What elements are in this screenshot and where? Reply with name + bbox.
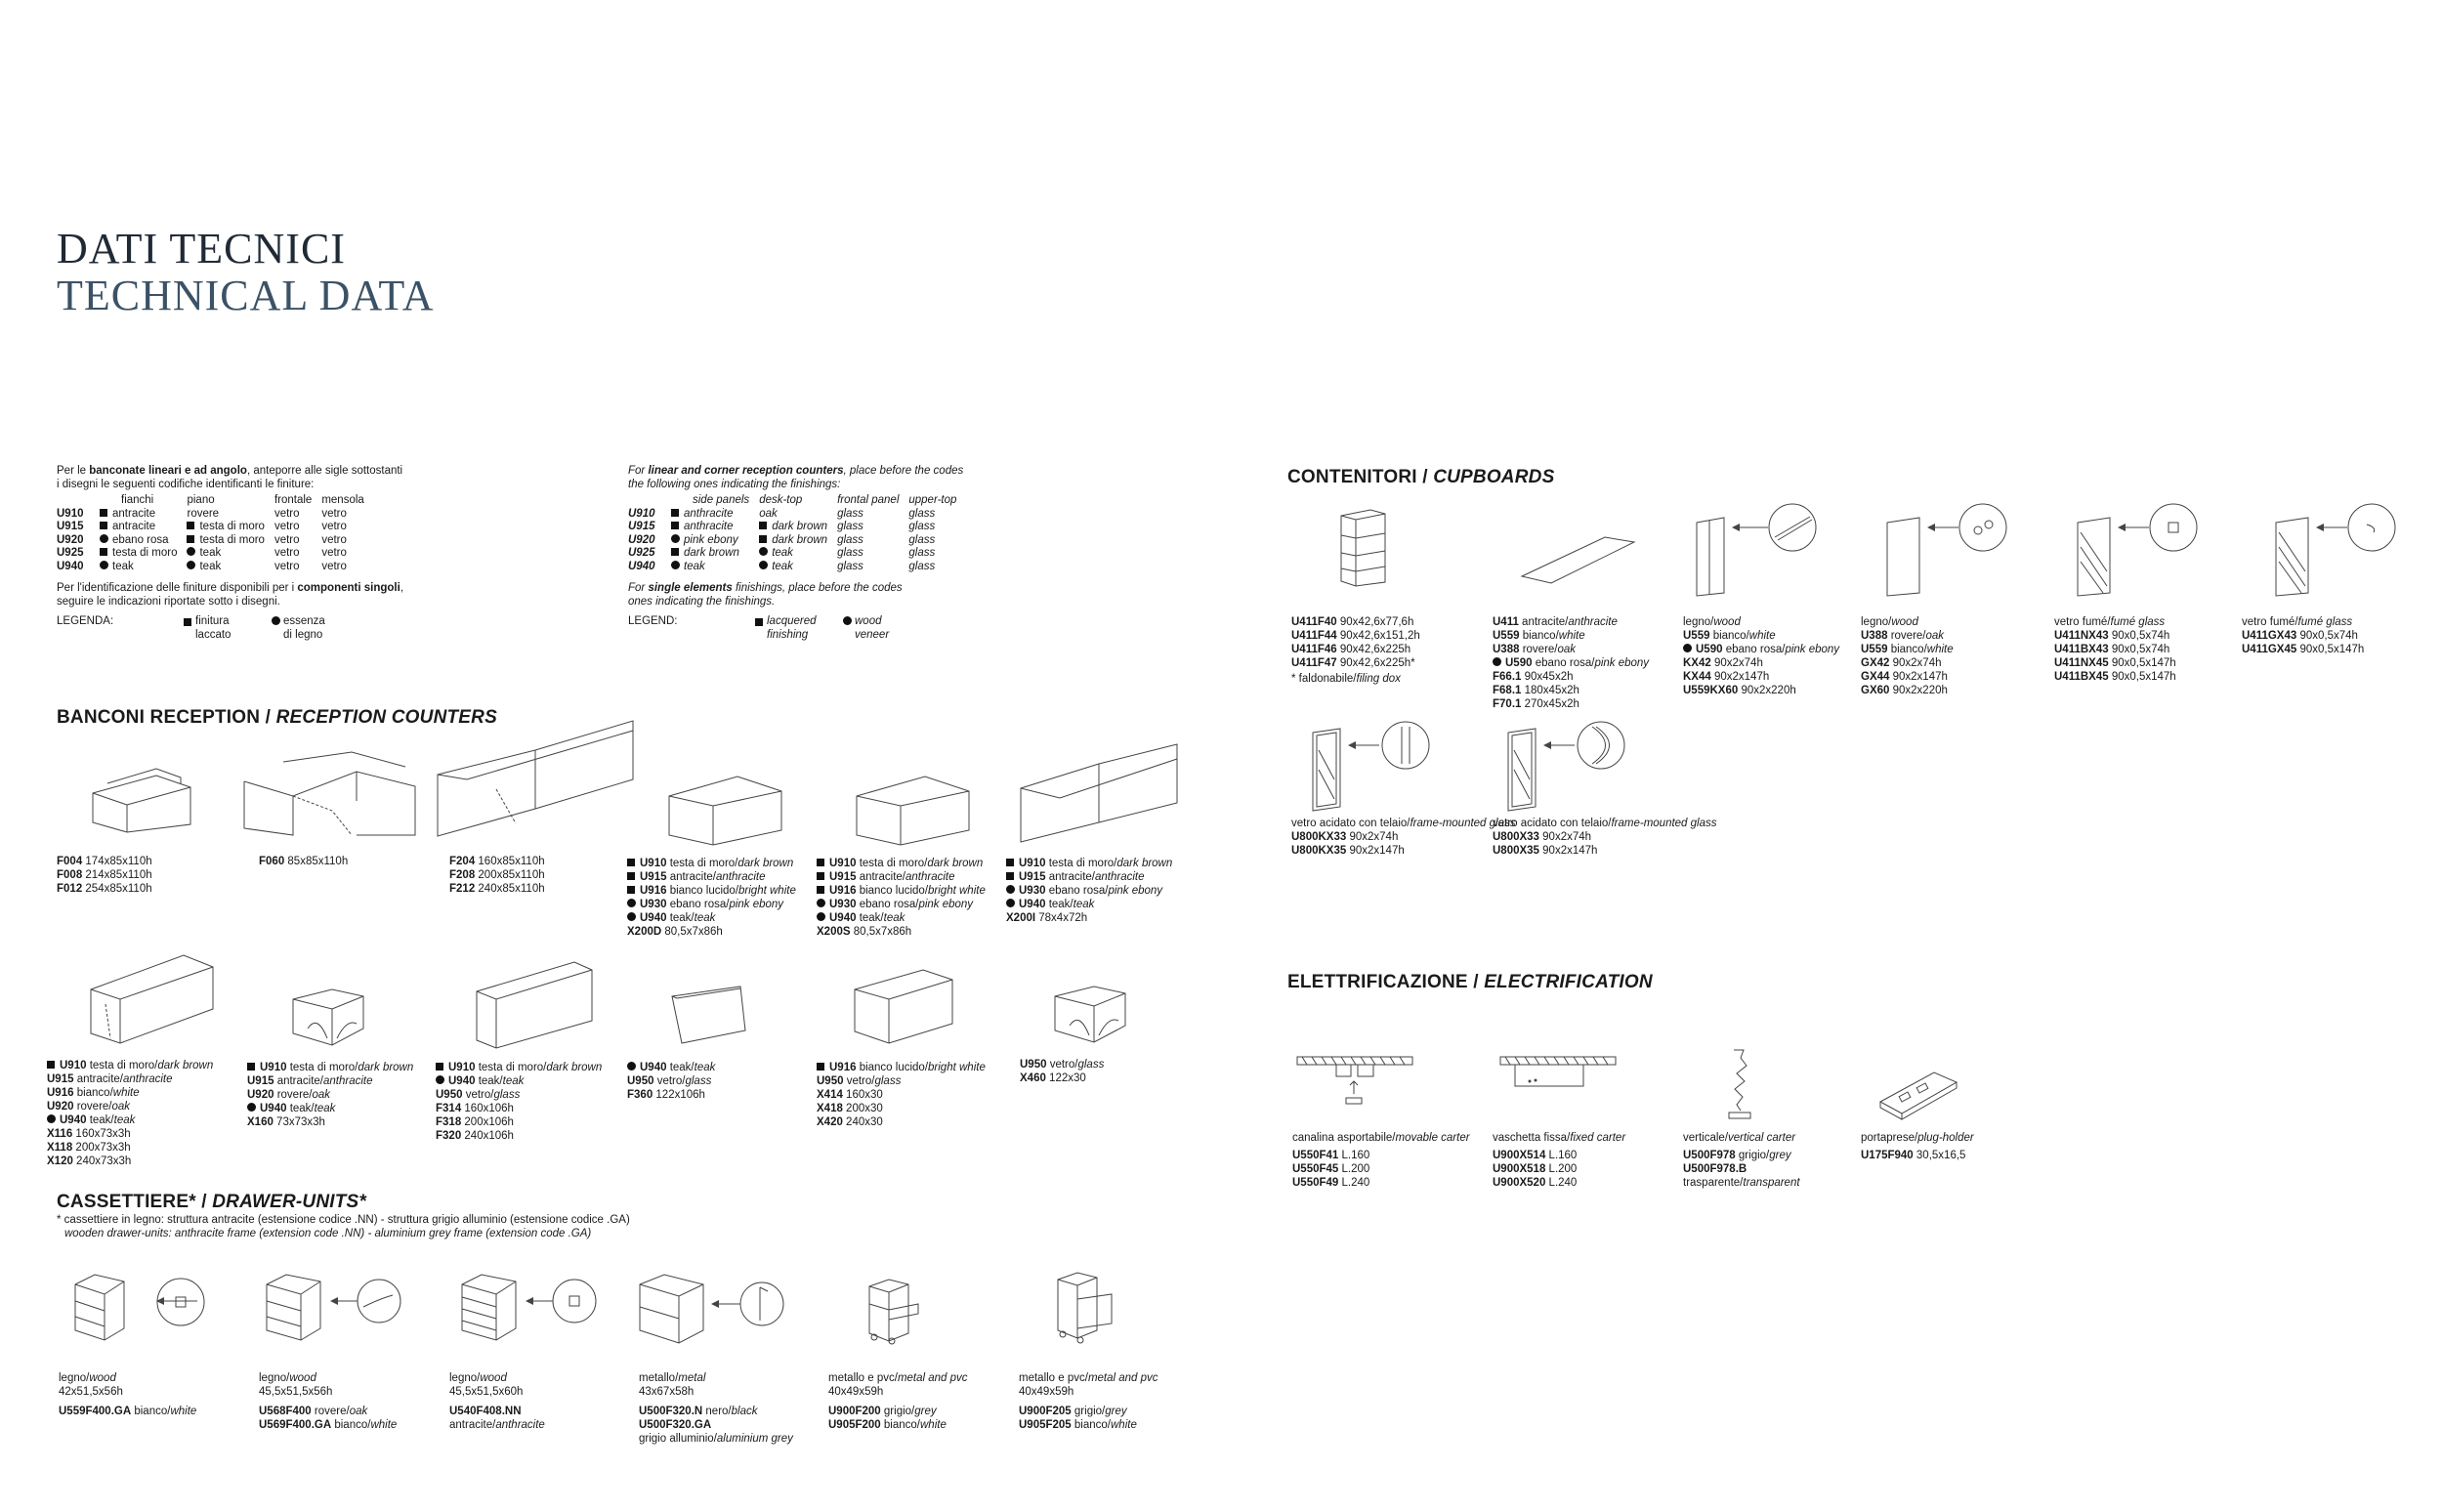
wood-dot-icon	[671, 534, 680, 543]
counter-x200d-drawing	[664, 762, 786, 845]
counter-x200s-drawing	[852, 762, 974, 845]
vertical-carter-drawing	[1719, 1050, 1758, 1120]
counter-label-x200i	[1006, 857, 1172, 925]
cupboard-glass-door-2-drawing	[2274, 503, 2401, 596]
spec-line: U910 testa di moro/dark brown	[436, 1061, 602, 1074]
spec-line: U500F978.B	[1683, 1163, 1747, 1175]
spec-line: U568F400 rovere/oak	[259, 1406, 368, 1417]
lacquered-square-icon	[817, 872, 824, 880]
spec-line: F060 85x85x110h	[259, 856, 349, 867]
spec-line: X200D 80,5x7x86h	[627, 926, 723, 938]
spec-heading: legno/wood	[59, 1372, 116, 1384]
spec-line: U800X35 90x2x147h	[1493, 845, 1598, 857]
spec-heading: verticale/vertical carter	[1683, 1132, 1796, 1144]
spec-line: F360 122x106h	[627, 1089, 705, 1101]
wood-dot-icon	[671, 561, 680, 569]
wood-dot-icon	[817, 912, 825, 921]
lacquered-square-icon	[627, 859, 635, 866]
lacquered-square-icon	[247, 1063, 255, 1071]
spec-line: U940 teak/teak	[627, 1061, 715, 1074]
spec-line: U940 teak/teak	[627, 911, 796, 925]
counter-label-x414	[817, 1061, 986, 1129]
cupboard-label-3	[1683, 615, 1839, 697]
wood-dot-icon	[247, 1103, 256, 1112]
cupboard-label-1	[1291, 615, 1420, 686]
counter-label-x160	[247, 1061, 413, 1129]
spec-line: X160 73x73x3h	[247, 1116, 325, 1128]
wood-dot-icon	[1493, 657, 1501, 666]
lacquered-square-icon	[671, 548, 679, 556]
spec-line: U411F47 90x42,6x225h*	[1291, 657, 1415, 669]
lacquered-square-icon	[187, 522, 194, 529]
spec-line: X420 240x30	[817, 1116, 883, 1128]
spec-line: U388 rovere/oak	[1493, 644, 1577, 655]
counter-label-f004	[57, 855, 152, 896]
spec-line: F70.1 270x45x2h	[1493, 698, 1579, 710]
drawer-4-drawing	[635, 1270, 781, 1348]
spec-line: U950 vetro/glass	[817, 1075, 902, 1087]
intro-en: For linear and corner reception counters, place before the codes the following ones indicating the finishings: side panels desk-top frontal panel upper-top U910 anthracite oak glass glass U915 anthracite dark brown glass glass U920 pink ebony dark brown glass glass U925 dark brown teak glass glass U940 teak teak glass glass For single elements finishings, place before the codes ones indicating the finishings. LEGEND: lacquered finishing wood veneer	[628, 464, 1175, 646]
wood-dot-icon	[100, 561, 108, 569]
spec-heading: legno/wood	[449, 1372, 507, 1384]
counter-label-x116	[47, 1059, 213, 1168]
spec-line: F012 254x85x110h	[57, 883, 152, 895]
lacquered-square-icon	[627, 886, 635, 894]
spec-line: X116 160x73x3h	[47, 1128, 131, 1140]
lacquered-square-icon	[1006, 872, 1014, 880]
lacquered-square-icon	[187, 535, 194, 543]
cupboard-door-oak-drawing	[1885, 503, 2012, 596]
spec-heading: legno/wood	[259, 1372, 316, 1384]
wood-dot-icon	[759, 561, 768, 569]
spec-line: F320 240x106h	[436, 1130, 514, 1142]
spec-line: U411NX43 90x0,5x74h	[2054, 630, 2170, 642]
counter-label-f360	[627, 1061, 715, 1102]
spec-line: U910 testa di moro/dark brown	[247, 1061, 413, 1074]
drawer-2-drawing	[262, 1270, 399, 1343]
spec-line: U590 ebano rosa/pink ebony	[1683, 643, 1839, 656]
drawer-label-3	[449, 1371, 545, 1432]
spec-line: U915 antracite/anthracite	[47, 1073, 173, 1085]
wood-dot-icon	[436, 1075, 444, 1084]
spec-line: X200S 80,5x7x86h	[817, 926, 912, 938]
fixed-carter-drawing	[1500, 1057, 1618, 1096]
wood-dot-icon	[759, 547, 768, 556]
spec-line: U411 antracite/anthracite	[1493, 616, 1618, 628]
spec-line: U916 bianco lucido/bright white	[627, 884, 796, 898]
drawer-3-drawing	[457, 1270, 594, 1343]
spec-line: X120 240x73x3h	[47, 1155, 132, 1167]
spec-heading: metallo e pvc/metal and pvc	[1019, 1372, 1158, 1384]
cupboard-frame-glass-2-drawing	[1506, 721, 1633, 814]
wood-dot-icon	[817, 899, 825, 907]
spec-line: U930 ebano rosa/pink ebony	[1006, 884, 1172, 898]
wood-dot-icon	[47, 1114, 56, 1123]
lacquered-square-icon	[759, 522, 767, 529]
finish-code-table-it: fianchi piano frontale mensola U910 antracite rovere vetro vetro U915 antracite testa di moro vetro vetro U920 ebano rosa testa di moro vetro vetro U925 testa di moro teak vetro vetro U940 teak teak vetro vetro	[57, 494, 374, 573]
section-electrification: ELETTRIFICAZIONE / ELECTRIFICATION	[1287, 972, 1653, 992]
spec-line: U915 antracite/anthracite	[817, 870, 986, 884]
drawer-label-4	[639, 1371, 793, 1446]
cupboard-label-2	[1493, 615, 1649, 711]
spec-line: U940 teak/teak	[817, 911, 986, 925]
spec-line: F204 160x85x110h	[449, 856, 545, 867]
spec-line: U910 testa di moro/dark brown	[627, 857, 796, 870]
counter-x200i-drawing	[1021, 744, 1182, 847]
spec-line: U550F45 L.200	[1292, 1163, 1370, 1175]
counter-label-f060	[259, 855, 348, 868]
page-title-it: DATI TECNICI	[57, 225, 346, 273]
spec-line: GX60 90x2x220h	[1861, 685, 1948, 696]
spec-heading: canalina asportabile/movable carter	[1292, 1132, 1470, 1144]
spec-line: U800KX33 90x2x74h	[1291, 831, 1399, 843]
lacquered-square-icon	[100, 509, 107, 517]
spec-line: F004 174x85x110h	[57, 856, 152, 867]
spec-heading: vetro fumé/fumé glass	[2054, 616, 2166, 628]
spec-line: U559KX60 90x2x220h	[1683, 685, 1796, 696]
cupboard-label-6	[2242, 615, 2364, 656]
spec-line: U550F41 L.160	[1292, 1150, 1370, 1161]
spec-line: grigio alluminio/aluminium grey	[639, 1433, 793, 1445]
spec-heading: legno/wood	[1683, 616, 1741, 628]
electrification-label-3	[1683, 1131, 1800, 1190]
spec-line: U540F408.NN	[449, 1406, 522, 1417]
spec-line: F68.1 180x45x2h	[1493, 685, 1579, 696]
counter-label-x460	[1020, 1058, 1104, 1085]
spec-line: U559 bianco/white	[1493, 630, 1585, 642]
table-row: U915 anthracite dark brown glass glass	[628, 521, 936, 532]
lacquered-square-icon	[759, 535, 767, 543]
spec-line: X414 160x30	[817, 1089, 883, 1101]
spec-line: U940 teak/teak	[436, 1074, 602, 1088]
drawer-5-drawing	[864, 1275, 933, 1343]
dimension-text: 40x49x59h	[828, 1386, 884, 1398]
drawer-label-6	[1019, 1371, 1158, 1432]
spec-line: U900X514 L.160	[1493, 1150, 1578, 1161]
dimension-text: 45,5x51,5x56h	[259, 1386, 333, 1398]
spec-line: U800KX35 90x2x147h	[1291, 845, 1405, 857]
counter-x460-drawing	[1055, 982, 1128, 1050]
spec-line: U916 bianco lucido/bright white	[817, 1061, 986, 1074]
cupboard-label-7	[1291, 817, 1516, 858]
spec-line: U569F400.GA bianco/white	[259, 1419, 398, 1431]
spec-line: X200I 78x4x72h	[1006, 912, 1088, 924]
lacquered-square-icon	[100, 522, 107, 529]
detail-circle-lock	[156, 1278, 205, 1326]
table-row: U925 dark brown teak glass glass	[628, 547, 936, 559]
electrification-label-1	[1292, 1131, 1470, 1190]
spec-line: U411F40 90x42,6x77,6h	[1291, 616, 1414, 628]
spec-line: U500F320.GA	[639, 1419, 712, 1431]
section-drawer-units: CASSETTIERE* / DRAWER-UNITS*	[57, 1192, 367, 1212]
table-row: U910 anthracite oak glass glass	[628, 507, 936, 520]
counter-f060-drawing	[244, 752, 415, 835]
spec-line: U559F400.GA bianco/white	[59, 1406, 197, 1417]
lacquered-square-icon	[436, 1063, 443, 1071]
spec-line: U411GX43 90x0,5x74h	[2242, 630, 2358, 642]
dimension-text: 43x67x58h	[639, 1386, 695, 1398]
cupboard-door-wood-drawing	[1695, 503, 1822, 596]
electrification-label-2	[1493, 1131, 1625, 1190]
lacquered-square-icon	[817, 886, 824, 894]
cupboard-bookcase-drawing	[1336, 508, 1395, 586]
dimension-text: 40x49x59h	[1019, 1386, 1074, 1398]
spec-line: GX44 90x2x147h	[1861, 671, 1948, 683]
lacquered-square-icon	[627, 872, 635, 880]
spec-line: U500F320.N nero/black	[639, 1406, 758, 1417]
spec-line: U500F978 grigio/grey	[1683, 1150, 1791, 1161]
spec-line: U920 rovere/oak	[47, 1101, 131, 1113]
section-reception-counters: BANCONI RECEPTION / RECEPTION COUNTERS	[57, 707, 497, 728]
lacquered-square-icon	[100, 548, 107, 556]
counter-x414-drawing	[850, 955, 957, 1045]
counter-f204-drawing	[438, 721, 638, 838]
spec-line: U411F44 90x42,6x151,2h	[1291, 630, 1420, 642]
spec-line: U940 teak/teak	[1006, 898, 1172, 911]
spec-line: X118 200x73x3h	[47, 1142, 131, 1154]
spec-line: U559 bianco/white	[1683, 630, 1776, 642]
counter-label-f204	[449, 855, 545, 896]
spec-heading: * faldonabile/filing dox	[1291, 673, 1401, 685]
table-row: U920 pink ebony dark brown glass glass	[628, 533, 936, 546]
spec-line: U900X518 L.200	[1493, 1163, 1578, 1175]
spec-line: U900F200 grigio/grey	[828, 1406, 937, 1417]
finish-code-table-en: side panels desk-top frontal panel upper-top U910 anthracite oak glass glass U915 anthracite dark brown glass glass U920 pink ebony dark brown glass glass U925 dark brown teak glass glass U940 teak teak glass glass	[628, 494, 966, 573]
spec-line: antracite/anthracite	[449, 1419, 545, 1431]
spec-line: U411F46 90x42,6x225h	[1291, 644, 1411, 655]
spec-heading: vetro acidato con telaio/frame-mounted glass	[1493, 818, 1717, 829]
spec-line: U910 testa di moro/dark brown	[1006, 857, 1172, 870]
drawer-label-2	[259, 1371, 397, 1432]
wood-dot-icon	[100, 534, 108, 543]
spec-line: U590 ebano rosa/pink ebony	[1493, 656, 1649, 670]
spec-line: X418 200x30	[817, 1103, 883, 1114]
wood-dot-icon	[627, 912, 636, 921]
table-row: U920 ebano rosa testa di moro vetro vetro	[57, 533, 347, 546]
dimension-text: 45,5x51,5x60h	[449, 1386, 524, 1398]
spec-line: U559 bianco/white	[1861, 644, 1954, 655]
spec-heading: metallo e pvc/metal and pvc	[828, 1372, 968, 1384]
counter-x160-drawing	[293, 985, 366, 1048]
dimension-text: 42x51,5x56h	[59, 1386, 123, 1398]
cupboard-label-8	[1493, 817, 1717, 858]
spec-line: U940 teak/teak	[47, 1113, 213, 1127]
counter-label-x200s	[817, 857, 986, 939]
spec-line: GX42 90x2x74h	[1861, 657, 1942, 669]
spec-line: U388 rovere/oak	[1861, 630, 1945, 642]
wood-dot-icon	[187, 561, 195, 569]
electrification-label-4	[1861, 1131, 1974, 1162]
table-row: U940 teak teak vetro vetro	[57, 560, 347, 572]
spec-line: KX44 90x2x147h	[1683, 671, 1770, 683]
table-row: U940 teak teak glass glass	[628, 560, 936, 572]
spec-line: F212 240x85x110h	[449, 883, 545, 895]
counter-label-f314	[436, 1061, 602, 1143]
spec-line: U175F940 30,5x16,5	[1861, 1150, 1966, 1161]
spec-line: U950 vetro/glass	[436, 1089, 521, 1101]
table-row: U915 antracite testa di moro vetro vetro	[57, 521, 347, 532]
spec-line: U411GX45 90x0,5x147h	[2242, 644, 2365, 655]
counter-f004-drawing	[88, 754, 195, 832]
table-row: U925 testa di moro teak vetro vetro	[57, 547, 347, 559]
lacquered-square-icon	[671, 509, 679, 517]
drawer-note: * cassettiere in legno: struttura antracite (estensione codice .NN) - struttura grigio alluminio (estensione codice .GA) wooden drawer-units: anthracite frame (extension code .NN) - aluminium grey frame (extension code .GA)	[57, 1214, 630, 1239]
spec-line: U550F49 L.240	[1292, 1177, 1370, 1189]
spec-line: F66.1 90x45x2h	[1493, 671, 1574, 683]
lacquered-square-icon	[1006, 859, 1014, 866]
spec-heading: vaschetta fissa/fixed carter	[1493, 1132, 1626, 1144]
table-row: U910 antracite rovere vetro vetro	[57, 507, 347, 520]
cupboard-glass-door-drawing	[2076, 503, 2203, 596]
spec-line: U916 bianco/white	[47, 1087, 140, 1099]
lacquered-square-icon	[671, 522, 679, 529]
page-title-en: TECHNICAL DATA	[57, 272, 435, 319]
spec-line: U900X520 L.240	[1493, 1177, 1578, 1189]
cupboard-label-5	[2054, 615, 2176, 684]
cupboard-label-4	[1861, 615, 1954, 697]
spec-line: U900F205 grigio/grey	[1019, 1406, 1127, 1417]
plug-holder-drawing	[1880, 1072, 1958, 1121]
drawer-6-drawing	[1053, 1270, 1121, 1343]
spec-line: U915 antracite/anthracite	[247, 1075, 373, 1087]
lacquered-square-icon	[817, 859, 824, 866]
spec-line: KX42 90x2x74h	[1683, 657, 1763, 669]
spec-line: F318 200x106h	[436, 1116, 514, 1128]
spec-line: U411NX45 90x0,5x147h	[2054, 657, 2176, 669]
spec-line: U411BX45 90x0,5x147h	[2054, 671, 2176, 683]
legend-it: LEGENDA: finitura laccato essenza di legno	[57, 615, 325, 641]
spec-heading: legno/wood	[1861, 616, 1918, 628]
spec-line: U910 testa di moro/dark brown	[817, 857, 986, 870]
spec-line: X460 122x30	[1020, 1072, 1086, 1084]
spec-heading: vetro fumé/fumé glass	[2242, 616, 2353, 628]
wood-dot-icon	[627, 899, 636, 907]
spec-line: U916 bianco lucido/bright white	[817, 884, 986, 898]
spec-heading: vetro acidato con telaio/frame-mounted glass	[1291, 818, 1516, 829]
cupboard-frame-glass-drawing	[1311, 721, 1438, 814]
wood-dot-icon	[1006, 899, 1015, 907]
lacquered-square-icon	[47, 1061, 55, 1069]
intro-it: Per le banconate lineari e ad angolo, anteporre alle sigle sottostanti i disegni le seguenti codifiche identificanti le finiture: fianchi piano frontale mensola U910 antracite rovere vetro vetro U915 antracite testa di moro vetro vetro U920 ebano rosa testa di moro vetro vetro U925 testa di moro teak vetro vetro U940 teak teak vetro vetro Per l'identificazione delle finiture disponibili per i componenti singoli, seguire le indicazioni riportate sotto i disegni. LEGENDA: finitura laccato essenza di legno	[57, 464, 604, 646]
lacquered-square-icon	[817, 1063, 824, 1071]
counter-label-x200d	[627, 857, 796, 939]
cupboard-shelf-drawing	[1522, 532, 1639, 586]
wood-dot-icon	[1683, 644, 1692, 652]
spec-line: U940 teak/teak	[247, 1102, 413, 1115]
legend-en: LEGEND: lacquered finishing wood veneer	[628, 615, 890, 641]
spec-line: U930 ebano rosa/pink ebony	[627, 898, 796, 911]
spec-line: trasparente/transparent	[1683, 1177, 1800, 1189]
spec-line: U930 ebano rosa/pink ebony	[817, 898, 986, 911]
drawer-label-1	[59, 1371, 196, 1418]
counter-f360-drawing	[672, 987, 745, 1045]
wood-dot-icon	[1006, 885, 1015, 894]
spec-line: F008 214x85x110h	[57, 869, 152, 881]
wood-dot-icon	[627, 1062, 636, 1071]
spec-line: U910 testa di moro/dark brown	[47, 1059, 213, 1072]
wood-dot-icon	[187, 547, 195, 556]
spec-line: U915 antracite/anthracite	[1006, 870, 1172, 884]
spec-line: U915 antracite/anthracite	[627, 870, 796, 884]
spec-line: F208 200x85x110h	[449, 869, 545, 881]
drawer-label-5	[828, 1371, 968, 1432]
spec-line: U950 vetro/glass	[1020, 1059, 1105, 1071]
spec-line: U905F205 bianco/white	[1019, 1419, 1137, 1431]
section-cupboards: CONTENITORI / CUPBOARDS	[1287, 467, 1555, 487]
spec-line: F314 160x106h	[436, 1103, 514, 1114]
spec-line: U411BX43 90x0,5x74h	[2054, 644, 2170, 655]
counter-x116-drawing	[86, 955, 218, 1043]
spec-line: U950 vetro/glass	[627, 1075, 712, 1087]
spec-line: U905F200 bianco/white	[828, 1419, 947, 1431]
spec-heading: portaprese/plug-holder	[1861, 1132, 1974, 1144]
spec-line: U920 rovere/oak	[247, 1089, 331, 1101]
movable-carter-drawing	[1297, 1057, 1414, 1106]
spec-heading: metallo/metal	[639, 1372, 706, 1384]
counter-f314-drawing	[477, 962, 594, 1050]
spec-line: U800X33 90x2x74h	[1493, 831, 1592, 843]
